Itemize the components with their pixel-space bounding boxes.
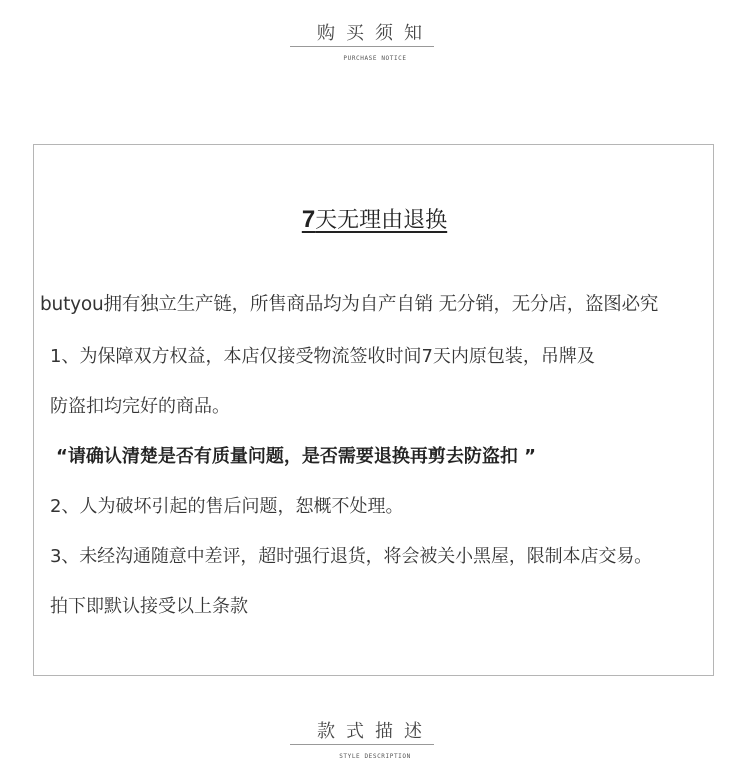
style-description-divider	[290, 744, 434, 745]
purchase-notice-subtitle: PURCHASE NOTICE	[343, 55, 407, 62]
closing-terms: 拍下即默认接受以上条款	[50, 596, 248, 617]
rule-3: 3、未经沟通随意中差评，超时强行退货，将会被关小黑屋，限制本店交易。	[50, 546, 653, 567]
rule-2: 2、人为破坏引起的售后问题，恕概不处理。	[50, 496, 404, 517]
style-description-title: 款式描述	[317, 721, 433, 742]
purchase-notice-title: 购买须知	[317, 23, 433, 44]
intro-text: butyou拥有独立生产链，所售商品均为自产自销 无分销，无分店，盗图必究	[40, 294, 659, 315]
anti-theft-reminder: “请确认清楚是否有质量问题，是否需要退换再剪去防盗扣 ”	[56, 446, 536, 467]
rule-1-line-2: 防盗扣均完好的商品。	[50, 396, 230, 417]
purchase-notice-divider	[290, 46, 434, 47]
return-policy-days: 7	[301, 206, 316, 233]
rule-1-line-1: 1、为保障双方权益，本店仅接受物流签收时间7天内原包装，吊牌及	[50, 346, 595, 367]
return-policy-title	[34, 205, 715, 236]
notice-box	[33, 144, 714, 676]
return-policy-heading: 天无理由退换	[315, 208, 448, 233]
style-description-subtitle: STYLE DESCRIPTION	[339, 753, 411, 760]
